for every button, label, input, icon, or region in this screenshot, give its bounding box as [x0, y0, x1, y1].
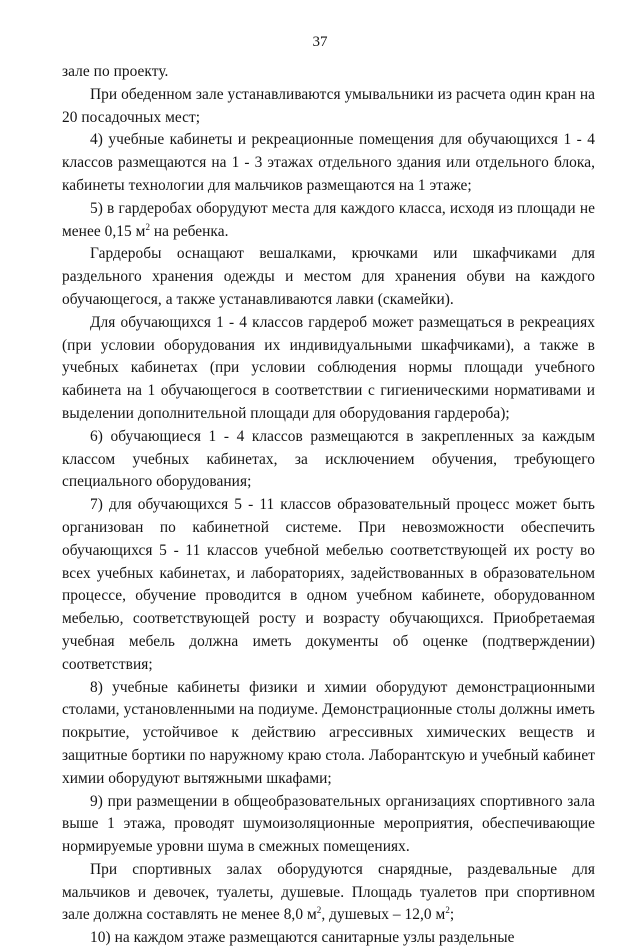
paragraph: 5) в гардеробах оборудуют места для каждого класса, исходя из площади не менее 0,15 $м^2$ на ребенка. [62, 199, 595, 240]
paragraph: 6) обучающиеся 1 - 4 классов размещаются в закрепленных за каждым классом учебных кабинетах, за исключением обучения, требующего специального оборудования; [62, 427, 595, 491]
paragraph: При спортивных залах оборудуются снарядные, раздевальные для мальчиков и девочек, туалеты, душевые. Площадь туалетов при спортивном зале должна составлять не менее 8,0 $м^2$, душевых – 12,0 $м^2$; [62, 860, 595, 924]
paragraph: 4) учебные кабинеты и рекреационные помещения для обучающихся 1 - 4 классов размещаются на 1 - 3 этажах отдельного здания или отдельного блока, кабинеты технологии для мальчиков размещаются на 1 этаже; [62, 131, 595, 194]
paragraph: 7) для обучающихся 5 - 11 классов образовательный процесс может быть организован по кабинетной системе. При невозможности обеспечить обучающихся 5 - 11 классов учебной мебелью соответствующей их росту во всех учебных кабинетах, и лабораториях, задействованных в образовательном процессе, обучение проводится в одном учебном кабинете, оборудованном мебелью, соответствующей росту и возрасту обучающихся. Приобретаемая учебная мебель должна иметь документы об оценке (подтверждении) соответствия; [62, 496, 595, 673]
superscript: 2 [145, 221, 150, 232]
paragraph: Гардеробы оснащают вешалками, крючками или шкафчиками для раздельного хранения одежды и местом для хранения обуви на каждого обучающегося, а также устанавливаются лавки (скамейки). [62, 245, 595, 308]
superscript: 2 [316, 905, 322, 916]
paragraph: 8) учебные кабинеты физики и химии оборудуют демонстрационными столами, установленными на подиуме. Демонстрационные столы должны иметь покрытие, устойчивое к действию агрессивных химических веществ и защитные бортики по наружному краю стола. Лаборантскую и учебный кабинет химии оборудуют вытяжными шкафами; [62, 678, 595, 787]
paragraph: зале по проекту. [62, 63, 169, 80]
page-number: 37 [312, 34, 328, 50]
superscript: 2 [445, 905, 450, 916]
paragraph: 9) при размещении в общеобразовательных организациях спортивного зала выше 1 этажа, проводят шумоизоляционные мероприятия, обеспечивающие нормируемые уровни шума в смежных помещениях. [62, 792, 595, 856]
paragraph: При обеденном зале устанавливаются умывальники из расчета один кран на 20 посадочных мест; [62, 85, 595, 126]
paragraph: Для обучающихся 1 - 4 классов гардероб может размещаться в рекреациях (при условии оборудования их индивидуальными шкафчиками), а также в учебных кабинетах (при условии соблюдения нормы площади учебного кабинета на 1 обучающегося в соответствии с гигиеническими нормативами и выделении дополнительной площади для оборудования гардероба); [62, 313, 595, 422]
paragraph: 10) на каждом этаже размещаются санитарные узлы раздельные [90, 929, 515, 947]
document-body [62, 61, 595, 950]
